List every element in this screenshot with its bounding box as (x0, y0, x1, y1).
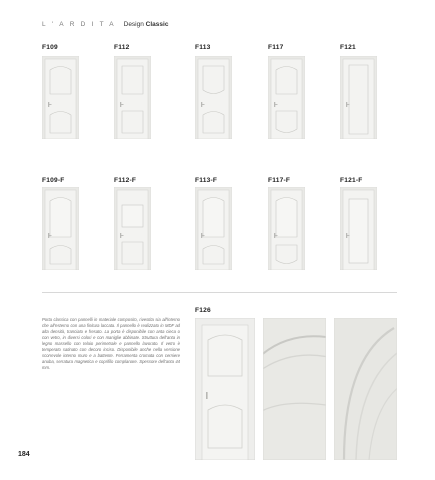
model-code-f121-f: F121-F (340, 177, 363, 184)
door-drawing-f117-f (268, 187, 305, 270)
door-drawing-f121-f (340, 187, 377, 270)
featured-detail-image (263, 318, 326, 460)
door-image-f112-f (114, 187, 151, 270)
model-code-f121: F121 (340, 44, 356, 51)
page-number: 184 (18, 451, 30, 458)
featured-model-code: F126 (195, 307, 211, 314)
model-code-f117: F117 (268, 44, 284, 51)
brand-header (42, 21, 168, 28)
door-image-f113 (195, 56, 232, 139)
door-drawing-f109 (42, 56, 79, 139)
featured-door-image (195, 318, 255, 460)
brand-name: L'ARDITA (42, 21, 120, 28)
detail-panel-curve (334, 318, 397, 460)
detail-panel-top (263, 318, 326, 460)
door-image-f117-f (268, 187, 305, 270)
door-drawing-f117 (268, 56, 305, 139)
door-drawing-f112-f (114, 187, 151, 270)
door-f126-drawing (195, 318, 255, 460)
door-image-f121 (340, 56, 377, 139)
model-code-f112-f: F112-F (114, 177, 137, 184)
door-image-f112 (114, 56, 151, 139)
model-code-f109: F109 (42, 44, 58, 51)
door-drawing-f109-f (42, 187, 79, 270)
model-code-f117-f: F117-F (268, 177, 291, 184)
door-image-f121-f (340, 187, 377, 270)
model-code-f113-f: F113-F (195, 177, 218, 184)
door-image-f113-f (195, 187, 232, 270)
door-image-f117 (268, 56, 305, 139)
collection-label: Design Classic (123, 21, 169, 28)
door-drawing-f112 (114, 56, 151, 139)
door-image-f109 (42, 56, 79, 139)
model-code-f112: F112 (114, 44, 130, 51)
model-code-f109-f: F109-F (42, 177, 65, 184)
model-code-f113: F113 (195, 44, 211, 51)
door-drawing-f113-f (195, 187, 232, 270)
door-drawing-f121 (340, 56, 377, 139)
featured-description: Porta classica con pannelli in materiale composito, rivestita sia all'interno che all'esterno con una finitura laccata. Il pannello è realizzato in MDF ad alta densità, tranciato e fresato. La porta è disponibile con anta cieca o con vetro, in diversi colori e con maniglie abbinate. Struttura dell'anta in legno massello con telaio perimetrale e pannello lavorato. Il vetro è temperato satinato con decoro inciso. Disponibile anche nella versione scorrevole interno muro e a battente. Ferramenta cromata con cerniere anuba, serratura magnetica e coprifilo complanare. Spessore dell'anta 44 mm. (42, 317, 180, 371)
door-image-f109-f (42, 187, 79, 270)
door-drawing-f113 (195, 56, 232, 139)
section-divider (42, 292, 397, 293)
featured-detail-image-2 (334, 318, 397, 460)
